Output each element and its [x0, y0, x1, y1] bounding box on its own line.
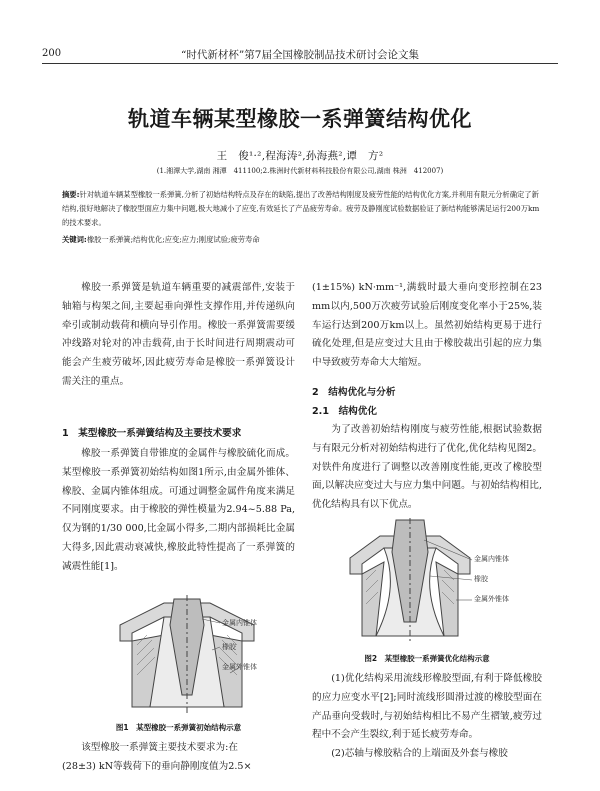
fig2-label-outer: 金属外锥体 — [474, 595, 509, 603]
right-continuation — [312, 279, 542, 373]
requirements-line-2: (28±3) kN等载荷下的垂向静刚度值为2.5× — [62, 760, 252, 772]
intro-paragraph: 橡胶一系弹簧是轨道车辆重要的减震部件,安装于轴箱与构架之间,主要起垂向弹性支撑作用,并传递纵向牵引或制动载荷和横向导引作用。橡胶一系弹簧需要缓冲线路对轮对的冲击载荷,由于长时间进行周期震动可能会产生疲劳破坏,因此疲劳寿命是橡胶一系弹簧设计需关注的重点。 — [62, 282, 295, 387]
affiliation: (1.湘潭大学,湖南 湘潭 411100;2.株洲时代新材料科技股份有限公司,湖南 株洲 412007) — [156, 167, 444, 175]
keywords-label: 关键词: — [62, 235, 87, 244]
fig2-label-rubber: 橡胶 — [474, 575, 488, 583]
abstract-text: 针对轨道车辆某型橡胶一系弹簧,分析了初始结构特点及存在的缺陷,提出了改善结构刚度及疲劳性能的结构优化方案,并利用有限元分析确定了新结构,很好地解决了橡胶型面应力集中问题,极大地减小了应变,有效延长了产品疲劳寿命。疲劳及静刚度试验数据验证了新结构能够满足运行200万km的技术要求。 — [62, 190, 540, 227]
figure-1-drawing — [92, 595, 282, 715]
section-2-1-heading: 2.1 结构优化 — [312, 406, 377, 417]
section-2-1-body — [312, 421, 542, 515]
proceedings-title: “时代新材杯”第7届全国橡胶制品技术研讨会论文集 — [181, 49, 419, 61]
fig2-label-inner: 金属内锥体 — [474, 555, 509, 563]
section-1-heading: 1 某型橡胶一系弹簧结构及主要技术要求 — [62, 428, 242, 439]
advantages — [312, 670, 542, 764]
section-2-heading: 2 结构优化与分析 — [312, 387, 396, 398]
header-rule — [42, 63, 558, 64]
figure-2-caption: 图2 某型橡胶一系弹簧优化结构示意 — [364, 654, 490, 663]
intro-section — [62, 279, 295, 392]
figure-2-drawing — [340, 518, 480, 643]
keywords — [62, 233, 540, 247]
continuation-paragraph: (1±15%) kN·mm⁻¹,满载时最大垂向变形控制在23 mm以内,500万次疲劳试验后刚度变化率小于25%,装车运行达到200万km以上。虽然初始结构更易于进行硫化处理,但是应变过大且由于橡胶裁出引起的应力集中导致疲劳寿命大大缩短。 — [312, 282, 542, 369]
fig1-label-rubber: 橡胶 — [222, 643, 236, 651]
requirements-line: 该型橡胶一系弹簧主要技术要求为:在 — [81, 742, 238, 753]
authors: 王 俊¹·²,程海涛²,孙海燕²,谭 方² — [216, 150, 384, 162]
fig1-label-outer: 金属外锥体 — [222, 663, 257, 671]
section-2-1-paragraph: 为了改善初始结构刚度与疲劳性能,根据试验数据与有限元分析对初始结构进行了优化,优化结构见图2。对铁件角度进行了调整以改善刚度性能,更改了橡胶型面,以解决应变过大与应力集中问题。与初始结构相比,优化结构具有以下优点。 — [312, 424, 542, 511]
figure-1-caption: 图1 某型橡胶一系弹簧初始结构示意 — [115, 723, 242, 732]
advantage-1: (1)优化结构采用流线形橡胶型面,有利于降低橡胶的应力应变水平[2];同时流线形圆滑过渡的橡胶型面在产品垂向受载时,与初始结构相比不易产生褶皱,疲劳过程中不会产生裂纹,利于延长疲劳寿命。 — [312, 673, 542, 741]
fig1-label-inner: 金属内锥体 — [222, 619, 257, 627]
section-1-paragraph: 橡胶一系弹簧自带锥度的金属件与橡胶硫化而成。某型橡胶一系弹簧初始结构如图1所示,由金属外锥体、橡胶、金属内锥体组成。可通过调整金属件角度来满足不同刚度要求。由于橡胶的弹性模量为2.94~5.88 Pa,仅为钢的1/30 000,比金属小得多,二期内部损耗比金属大得多,因此震动衰减快,橡胶此特性提高了一系弹簧的减震性能[1]。 — [62, 448, 295, 572]
paper-title: 轨道车辆某型橡胶一系弹簧结构优化 — [128, 107, 472, 131]
advantage-2: (2)芯轴与橡胶粘合的上端面及外套与橡胶 — [331, 748, 508, 760]
abstract-label: 摘要: — [62, 190, 80, 199]
section-1-body — [62, 445, 295, 577]
keywords-text: 橡胶一系弹簧;结构优化;应变;应力;刚度试验;疲劳寿命 — [86, 235, 260, 244]
section-1-requirements — [62, 739, 295, 777]
page-number: 200 — [42, 48, 62, 59]
abstract — [62, 188, 540, 230]
